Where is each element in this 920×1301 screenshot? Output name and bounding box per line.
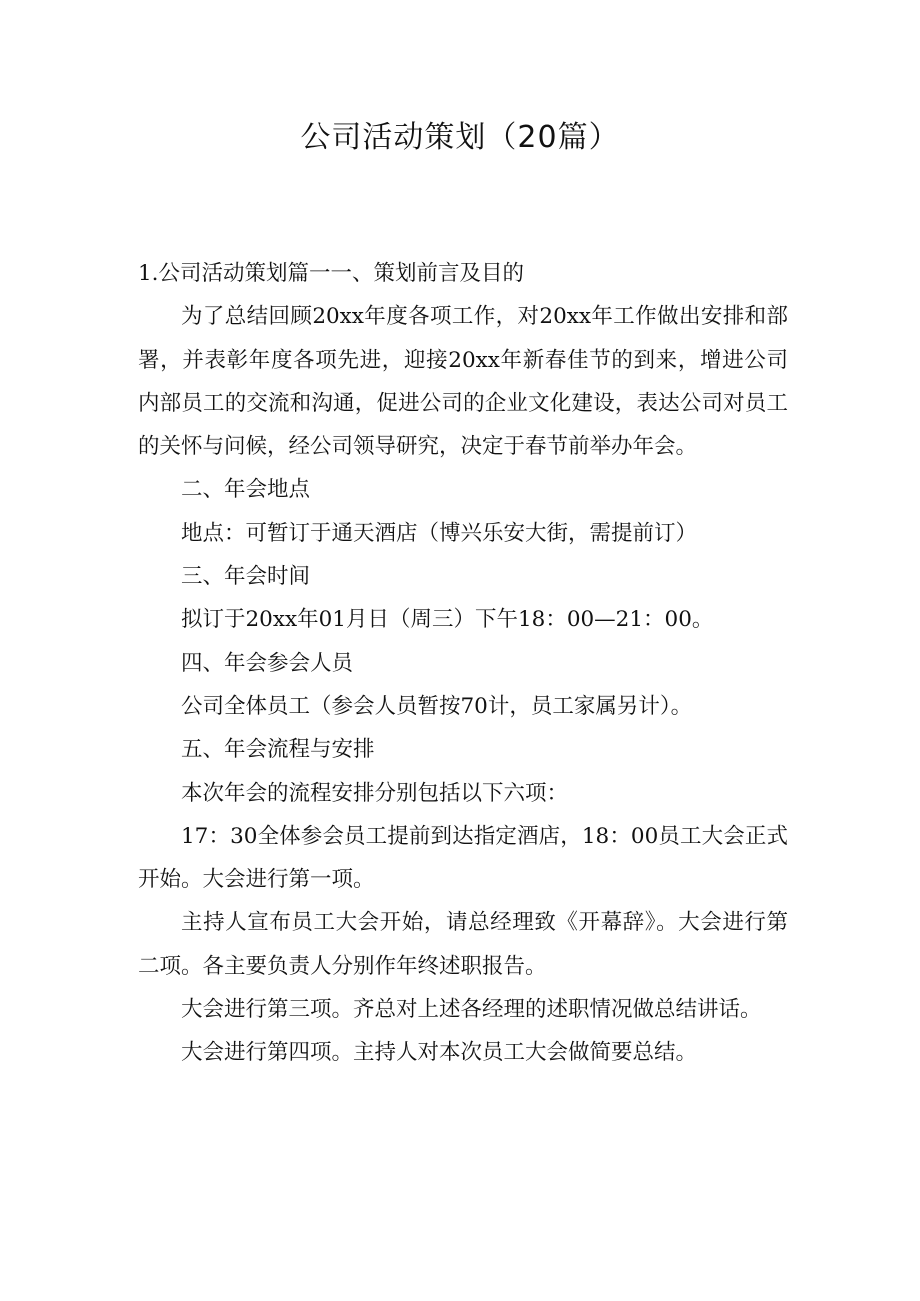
- paragraph: 主持人宣布员工大会开始，请总经理致《开幕辞》。大会进行第二项。各主要负责人分别作年终述职报告。: [138, 910, 788, 979]
- paragraph: 17：30全体参会员工提前到达指定酒店，18：00员工大会正式开始。大会进行第一项。: [138, 823, 788, 893]
- paragraph: 大会进行第四项。主持人对本次员工大会做简要总结。: [181, 1040, 698, 1066]
- section-heading: 三、年会时间: [181, 564, 311, 590]
- section-heading: 四、年会参会人员: [181, 650, 354, 676]
- paragraph: 拟订于20xx年01月日（周三）下午18：00—21：00。: [181, 607, 714, 633]
- paragraph: 大会进行第三项。齐总对上述各经理的述职情况做总结讲话。: [181, 997, 762, 1023]
- document-title: 公司活动策划（20篇）: [300, 120, 620, 155]
- section-heading: 1.公司活动策划篇一一、策划前言及目的: [138, 261, 525, 286]
- section-heading: 五、年会流程与安排: [181, 737, 375, 763]
- paragraph: 为了总结回顾20xx年度各项工作，对20xx年工作做出安排和部署，并表彰年度各项先进，迎接20xx年新春佳节的到来，增进公司内部员工的交流和沟通，促进公司的企业文化建设，表达公司对员工的关怀与问候，经公司领导研究，决定于春节前举办年会。: [138, 304, 788, 460]
- paragraph: 地点：可暂订于通天酒店（博兴乐安大街，需提前订）: [181, 520, 698, 546]
- section-heading: 二、年会地点: [181, 477, 311, 503]
- paragraph: 公司全体员工（参会人员暂按70计，员工家属另计）。: [181, 693, 693, 719]
- document-body: [138, 252, 788, 1075]
- paragraph: 本次年会的流程安排分别包括以下六项：: [181, 780, 569, 806]
